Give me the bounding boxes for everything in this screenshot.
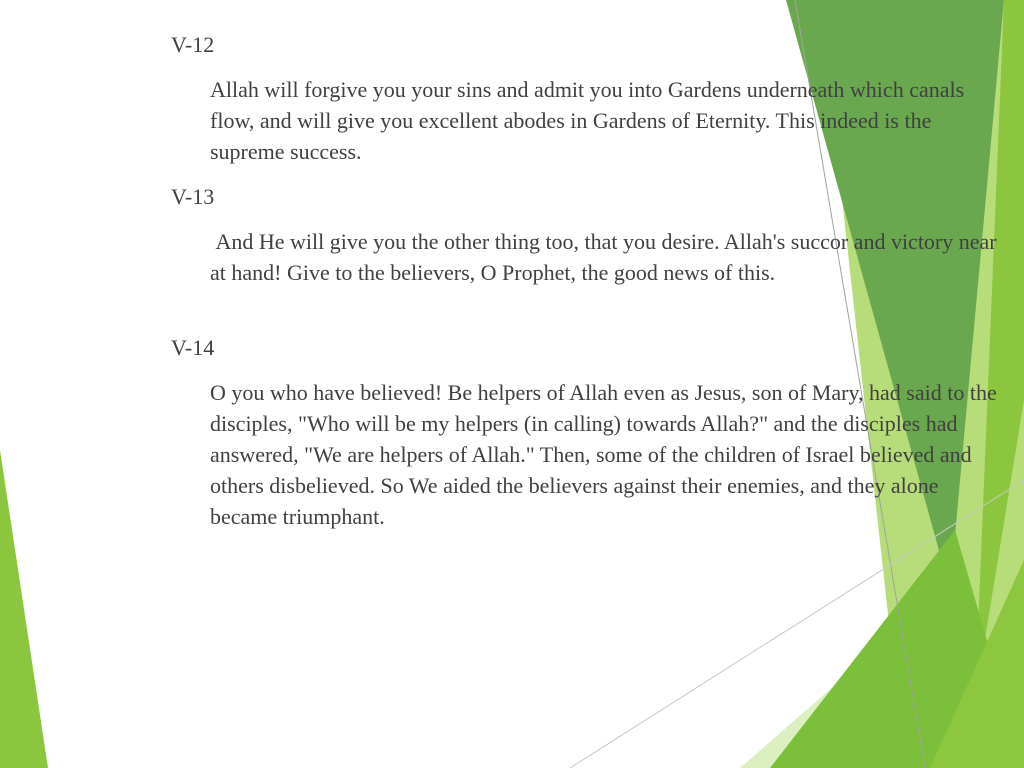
verse-text-12: Allah will forgive you your sins and admit you into Gardens underneath which canals flow, and will give you excellent abodes in Gardens of Eternity. This indeed is the supreme success. bbox=[210, 77, 965, 164]
verse-label-12: V-12 bbox=[171, 32, 215, 57]
verse-label-14: V-14 bbox=[171, 335, 215, 360]
verse-text-13: And He will give you the other thing too, that you desire. Allah's succor and victory near at hand! Give to the believers, O Prophet, the good news of this. bbox=[210, 229, 997, 285]
verse-label-13: V-13 bbox=[171, 184, 215, 209]
verse-text-14: O you who have believed! Be helpers of Allah even as Jesus, son of Mary, had said to the disciples, "Who will be my helpers (in calling) towards Allah?" and the disciples had answered, "We are helpers of Allah." Then, some of the children of Israel believed and others disbelieved. So We aided the believers against their enemies, and they alone became triumphant. bbox=[210, 380, 997, 529]
